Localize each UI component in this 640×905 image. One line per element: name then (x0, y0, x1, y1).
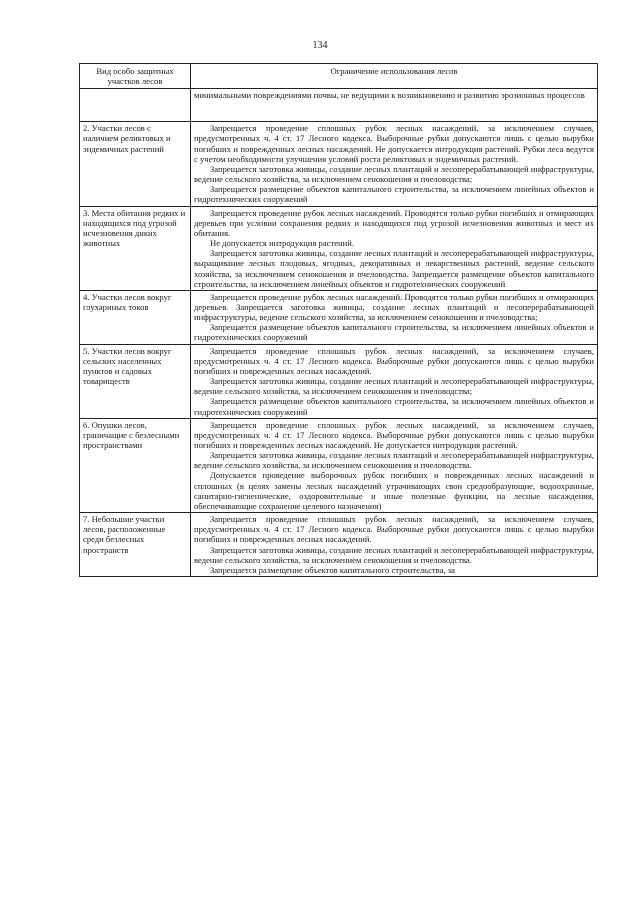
restriction-paragraph: Запрещается размещение объектов капитального строительства, за исключением линейных объектов и гидротехнических сооружений (194, 322, 594, 343)
table-row (80, 206, 598, 290)
row-restriction (191, 418, 598, 512)
table-row (80, 122, 598, 206)
table-row (80, 418, 598, 512)
row-type: 5. Участки лесов вокруг сельских населенных пунктов и садовых товариществ (80, 344, 191, 418)
restriction-paragraph: Запрещается проведение сплошных рубок лесных насаждений, за исключением случаев, предусмотренных ч. 4 ст. 17 Лесного кодекса. Выборочные рубки допускаются лишь с целью вырубки погибших и поврежденных лесных насаждений. Не допускается интродукция растений. Рубки леса ведутся с учетом необходимости улучшения условий роста реликтовых и эндемичных растений. (194, 123, 594, 164)
restriction-paragraph: Запрещается проведение рубок лесных насаждений. Проводятся только рубки погибших и отмирающих деревьев. Запрещается заготовка живицы, создание лесных плантаций и лесоперерабатывающей инфраструктуры, ведение сельского хозяйства, за исключением сенокошения и пчеловодства; (194, 291, 594, 323)
page-number: 134 (312, 40, 328, 51)
restriction-paragraph: Запрещается заготовка живицы, создание лесных плантаций и лесоперерабатывающей инфраструктуры, выращивание лесных плодовых, ягодных, декоративных и лекарственных растений, ведение сельского хозяйства, за исключением сенокошения и пчеловодства. Запрещается размещение объектов капитального строительства, за исключением линейных объектов и гидротехнических сооружений (194, 248, 594, 289)
row-type: 6. Опушки лесов, граничащие с безлесными пространствами (80, 418, 191, 512)
table-row (80, 344, 598, 418)
restriction-paragraph: Запрещается размещение объектов капитального строительства, за (210, 564, 455, 575)
restriction-paragraph: Запрещается проведение сплошных рубок лесных насаждений, за исключением случаев, предусмотренных ч. 4 ст. 17 Лесного кодекса. Выборочные рубки допускаются лишь с целью вырубки погибших и поврежденных лесных насаждений. (194, 514, 594, 545)
restriction-paragraph: Допускается проведение выборочных рубок погибших и поврежденных лесных насаждений и сплошных (в целях замены лесных насаждений утрачивающих свои средообразующие, водоохранные, санитарно-гигиенические, оздоровительные и иные полезные функции, на лесные насаждения, обеспечивающие сохранение целевого назначения) (194, 470, 594, 511)
row-restriction (191, 122, 598, 206)
restriction-paragraph: Запрещается проведение сплошных рубок лесных насаждений, за исключением случаев, предусмотренных ч. 4 ст. 17 Лесного кодекса. Выборочные рубки допускаются лишь с целью вырубки погибших и поврежденных лесных насаждений. (194, 345, 594, 376)
row-type: 7. Небольшие участки лесов, расположенные среди безлесных пространств (80, 513, 191, 577)
row-restriction (191, 513, 598, 577)
restriction-paragraph: Запрещается размещение объектов капитального строительства, за исключением линейных объектов и гидротехнических сооружений (194, 184, 594, 205)
restriction-paragraph: Запрещается заготовка живицы, создание лесных плантаций и лесоперерабатывающей инфраструктуры, ведение сельского хозяйства, за исключением сенокошения и пчеловодства. (194, 544, 594, 565)
row-restriction (191, 206, 598, 290)
header-type: Вид особо защитных участков лесов (80, 64, 191, 89)
row-type (80, 89, 191, 122)
restriction-paragraph: минимальными повреждениями почвы, не ведущими к возникновению и развитию эрозионных процессов (194, 90, 585, 101)
table-row (80, 89, 598, 122)
row-type: 4. Участки лесов вокруг глухариных токов (80, 290, 191, 344)
table-header-row (80, 64, 598, 89)
restriction-paragraph: Запрещается заготовка живицы, создание лесных плантаций и лесоперерабатывающей инфраструктуры, ведение сельского хозяйства, за исключением сенокошения и пчеловодства; (194, 376, 594, 397)
table-row (80, 513, 598, 577)
table-row (80, 290, 598, 344)
row-restriction (191, 344, 598, 418)
restriction-paragraph: Запрещается проведение сплошных рубок лесных насаждений, за исключением случаев, предусмотренных ч. 4 ст. 17 Лесного кодекса. Выборочные рубки допускаются лишь с целью вырубки погибших и поврежденных лесных насаждений. Не допускается интродукция растений. (194, 419, 594, 450)
header-restriction: Ограничение использования лесов (191, 64, 598, 89)
row-restriction (191, 290, 598, 344)
row-restriction (191, 89, 598, 122)
restriction-paragraph: Запрещается заготовка живицы, создание лесных плантаций и лесоперерабатывающей инфраструктуры, ведение сельского хозяйства, за исключением сенокошения и пчеловодства. (194, 450, 594, 471)
restriction-paragraph: Запрещается проведение рубок лесных насаждений. Проводятся только рубки погибших и отмирающих деревьев при условии сохранения редких и находящихся под угрозой исчезновения животных и мест их обитания. (194, 207, 594, 238)
row-type: 3. Места обитания редких и находящихся под угрозой исчезновения диких животных (80, 206, 191, 290)
row-type: 2. Участки лесов с наличием реликтовых и эндемичных растений (80, 122, 191, 206)
restrictions-table (79, 63, 598, 577)
restriction-paragraph: Не допускается интродукция растений. (210, 238, 354, 249)
restriction-paragraph: Запрещается размещение объектов капитального строительства, за исключением линейных объектов и гидротехнических сооружений (194, 396, 594, 417)
restriction-paragraph: Запрещается заготовка живицы, создание лесных плантаций и лесоперерабатывающей инфраструктуры, ведение сельского хозяйства, за исключением сенокошения и пчеловодства; (194, 163, 594, 185)
